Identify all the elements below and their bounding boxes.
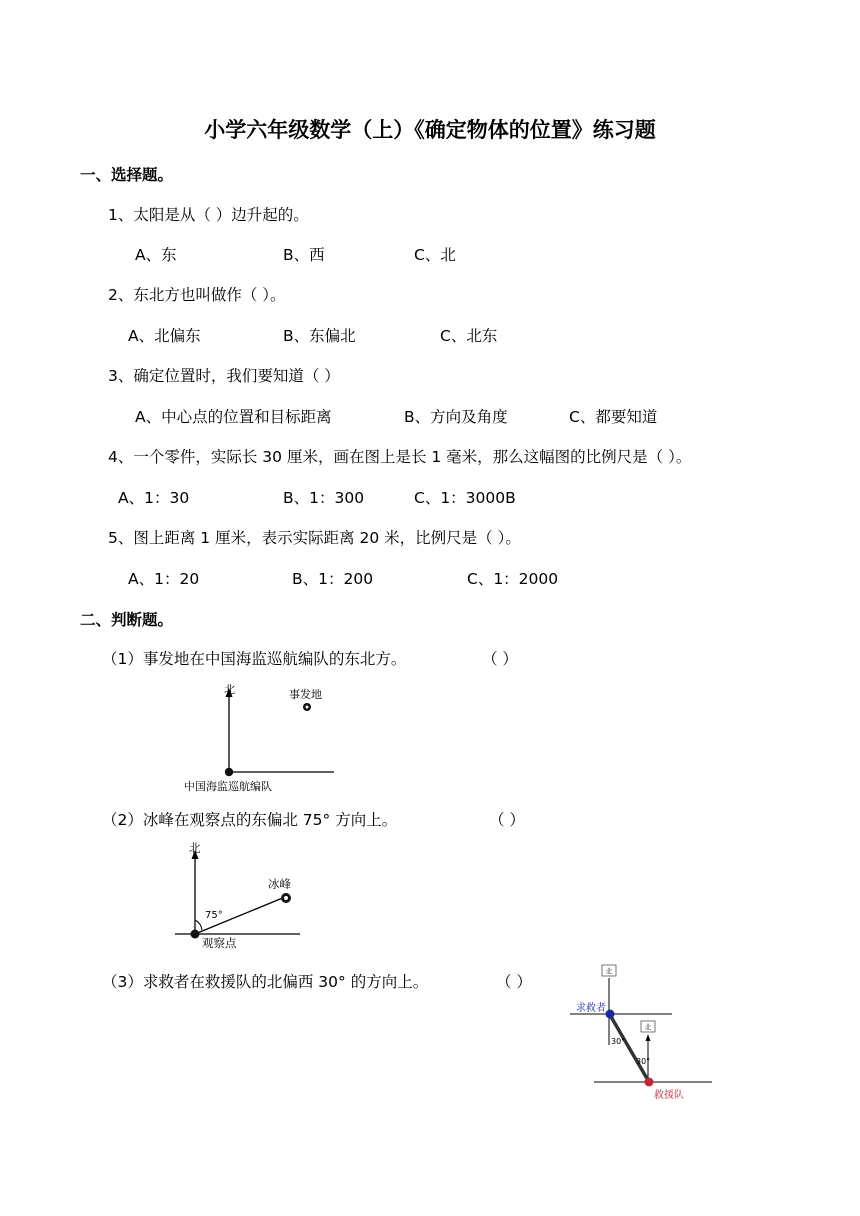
question-4: 4、一个零件，实际长 30 厘米，画在图上是长 1 毫米，那么这幅图的比例尺是（ ）。 [108,448,692,466]
fig2-target-label: 冰峰 [268,877,291,891]
judge-item-1-answer-paren: （ ） [482,650,518,668]
judge-item-2-answer-paren: （ ） [489,811,525,829]
fig2-angle-label: 75° [205,910,223,921]
fig3-angle-label-a: 30° [611,1037,626,1046]
fig3-north-arrow-icon [646,1034,651,1041]
q1-option-c: C、北 [414,246,456,264]
q2-option-b: B、东偏北 [283,327,356,345]
q5-option-a: A、1：20 [128,570,200,588]
judge-item-1: （1）事发地在中国海监巡航编队的东北方。 [102,650,407,668]
q2-option-a: A、北偏东 [128,327,201,345]
fig2-origin-label: 观察点 [202,936,237,950]
question-3: 3、确定位置时，我们要知道（ ） [108,367,340,385]
fig3-target-label: 求救者 [576,1003,606,1014]
q5-option-c: C、1：2000 [467,570,559,588]
fig3-angle-label-b: 30° [636,1057,651,1066]
section-heading-choice: 一、选择题。 [80,166,174,184]
fig1-origin-label: 中国海监巡航编队 [184,780,272,793]
fig3-north-label-b: 北 [644,1023,652,1032]
figure-1-diagram [176,680,341,795]
judge-item-3: （3）求救者在救援队的北偏西 30° 的方向上。 [102,973,429,991]
fig3-direction-line [610,1015,649,1082]
q2-option-c: C、北东 [440,327,498,345]
fig1-north-label: 北 [224,683,235,696]
q4-option-a: A、1：30 [118,489,190,507]
fig2-angle-arc [195,920,202,930]
judge-item-2: （2）冰峰在观察点的东偏北 75° 方向上。 [102,811,398,829]
fig3-origin-dot-icon [645,1078,654,1087]
q4-option-b: B、1：300 [283,489,365,507]
fig2-origin-dot-icon [191,930,200,939]
fig3-origin-label: 救援队 [654,1090,684,1101]
q1-option-b: B、西 [283,246,325,264]
q1-option-a: A、东 [135,246,177,264]
q3-option-b: B、方向及角度 [404,408,508,426]
q4-option-c: C、1：3000B [414,489,516,507]
fig1-origin-dot-icon [225,768,233,776]
question-1: 1、太阳是从（ ）边升起的。 [108,206,309,224]
fig3-target-dot-icon [606,1010,615,1019]
fig1-target-label: 事发地 [289,688,322,701]
fig3-north-label-a: 北 [605,967,613,976]
q3-option-a: A、中心点的位置和目标距离 [135,408,332,426]
fig2-north-label: 北 [189,841,201,855]
question-5: 5、图上距离 1 厘米，表示实际距离 20 米，比例尺是（ ）。 [108,529,521,547]
judge-item-3-answer-paren: （ ） [496,973,532,991]
section-heading-judge: 二、判断题。 [80,611,174,629]
figure-3-diagram [560,960,720,1102]
question-2: 2、东北方也叫做作（ ）。 [108,286,286,304]
page-title: 小学六年级数学（上）《确定物体的位置》练习题 [204,118,656,142]
q3-option-c: C、都要知道 [569,408,658,426]
q5-option-b: B、1：200 [292,570,374,588]
figure-2-diagram [170,838,305,953]
